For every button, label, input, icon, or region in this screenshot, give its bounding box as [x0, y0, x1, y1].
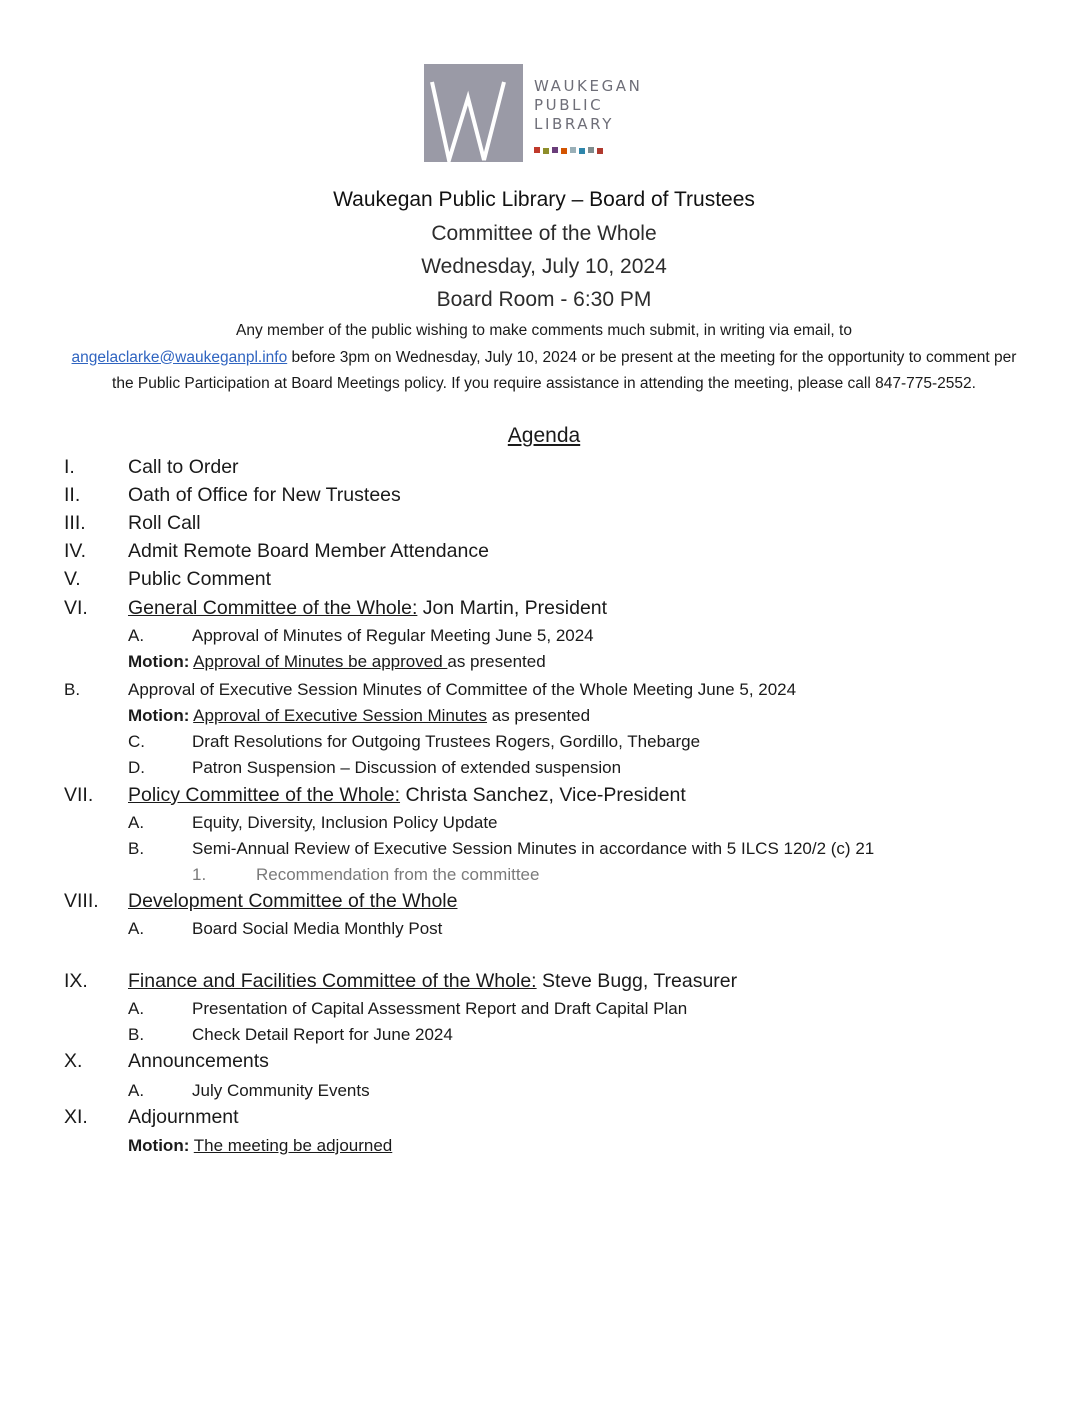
- item-text: Draft Resolutions for Outgoing Trustees Rogers, Gordillo, Thebarge: [192, 732, 701, 751]
- item-text: [128, 784, 686, 807]
- item-text: Check Detail Report for June 2024: [192, 1025, 453, 1044]
- item-number: B.: [64, 680, 81, 699]
- committee-heading: Development Committee of the Whole: [128, 890, 458, 912]
- item-number: 1.: [192, 865, 207, 884]
- committee-chair: Jon Martin, President: [417, 597, 608, 619]
- item-number: A.: [128, 919, 145, 938]
- committee-heading: Policy Committee of the Whole:: [128, 784, 401, 806]
- item-number: A.: [128, 626, 145, 645]
- item-number: A.: [128, 999, 145, 1018]
- notice-text-2: before 3pm on Wednesday, July 10, 2024 or be present at the meeting for the opportunity to comment per the Public Participation at Board Meetings policy. If you require assistance in attending the meeting, please call 847-775-2552.: [112, 348, 1017, 392]
- item-text: Board Social Media Monthly Post: [192, 919, 443, 938]
- logo-w-icon: [424, 64, 523, 162]
- motion-xi: [128, 1136, 392, 1156]
- motion-label: Motion:: [128, 652, 190, 671]
- item-text: Approval of Executive Session Minutes of Committee of the Whole Meeting June 5, 2024: [128, 680, 797, 699]
- item-number: D.: [128, 758, 145, 777]
- committee-chair: Christa Sanchez, Vice-President: [400, 784, 686, 806]
- item-text: Semi-Annual Review of Executive Session Minutes in accordance with 5 ILCS 120/2 (c) 21: [192, 839, 875, 858]
- motion-vi-a: [128, 652, 546, 672]
- committee-heading: General Committee of the Whole:: [128, 597, 418, 619]
- logo-square: [597, 148, 603, 154]
- item-number: XI.: [64, 1106, 88, 1128]
- logo-square: [534, 147, 540, 153]
- meeting-location-time: Board Room - 6:30 PM: [436, 288, 652, 311]
- item-number: IV.: [64, 540, 87, 562]
- item-number: B.: [128, 839, 145, 858]
- item-number: VIII.: [64, 890, 99, 912]
- item-text: July Community Events: [192, 1081, 370, 1100]
- logo-square: [561, 148, 567, 154]
- meeting-date: Wednesday, July 10, 2024: [421, 255, 667, 278]
- item-text: Announcements: [128, 1050, 269, 1072]
- notice-text-1: Any member of the public wishing to make comments much submit, in writing via email, to: [236, 322, 852, 339]
- item-number: II.: [64, 484, 81, 506]
- item-number: X.: [64, 1050, 83, 1072]
- motion-rest: as presented: [487, 706, 591, 725]
- meeting-type: Committee of the Whole: [431, 222, 657, 245]
- item-text: Recommendation from the committee: [256, 865, 540, 884]
- item-text: Public Comment: [128, 568, 272, 590]
- item-text: Oath of Office for New Trustees: [128, 484, 401, 506]
- item-number: C.: [128, 732, 145, 751]
- committee-heading: Finance and Facilities Committee of the Whole:: [128, 970, 537, 992]
- logo-line-1: WAUKEGAN: [534, 77, 643, 95]
- document-title: Waukegan Public Library – Board of Trustees: [333, 188, 755, 211]
- item-text: Patron Suspension – Discussion of extended suspension: [192, 758, 622, 777]
- logo-line-2: PUBLIC: [534, 96, 604, 114]
- item-number: VI.: [64, 597, 88, 619]
- committee-chair: Steve Bugg, Treasurer: [536, 970, 738, 992]
- item-number: A.: [128, 1081, 145, 1100]
- logo-square: [570, 147, 576, 153]
- item-text: [128, 597, 607, 620]
- motion-text: Approval of Minutes be approved: [193, 652, 448, 671]
- email-link[interactable]: angelaclarke@waukeganpl.info: [71, 348, 288, 366]
- logo-square: [579, 148, 585, 154]
- item-number: I.: [64, 456, 75, 478]
- item-text: Roll Call: [128, 512, 201, 534]
- item-number: V.: [64, 568, 81, 590]
- motion-text: The meeting be adjourned: [193, 1136, 393, 1155]
- motion-text: Approval of Executive Session Minutes: [193, 706, 488, 725]
- logo-wordmark: [534, 77, 642, 134]
- item-number: IX.: [64, 970, 88, 992]
- item-text: Admit Remote Board Member Attendance: [128, 540, 489, 562]
- item-number: III.: [64, 512, 86, 534]
- item-text: Call to Order: [128, 456, 239, 478]
- logo-square: [588, 147, 594, 153]
- item-number: VII.: [64, 784, 94, 806]
- motion-label: Motion:: [128, 706, 190, 725]
- motion-label: Motion:: [128, 1136, 190, 1155]
- public-comment-notice: [60, 318, 1028, 398]
- motion-rest: as presented: [447, 652, 546, 671]
- item-text: Approval of Minutes of Regular Meeting June 5, 2024: [192, 626, 594, 645]
- library-logo: [424, 64, 684, 164]
- item-text: Adjournment: [128, 1106, 239, 1128]
- item-text: Equity, Diversity, Inclusion Policy Update: [192, 813, 498, 832]
- item-number: A.: [128, 813, 145, 832]
- logo-square: [543, 148, 549, 154]
- logo-line-3: LIBRARY: [534, 115, 614, 133]
- logo-square: [552, 147, 558, 153]
- item-text: [128, 970, 737, 993]
- logo-mark: [424, 64, 523, 162]
- item-text: Presentation of Capital Assessment Report and Draft Capital Plan: [192, 999, 688, 1018]
- motion-vi-b: [128, 706, 590, 726]
- agenda-heading: Agenda: [507, 424, 581, 447]
- item-number: B.: [128, 1025, 145, 1044]
